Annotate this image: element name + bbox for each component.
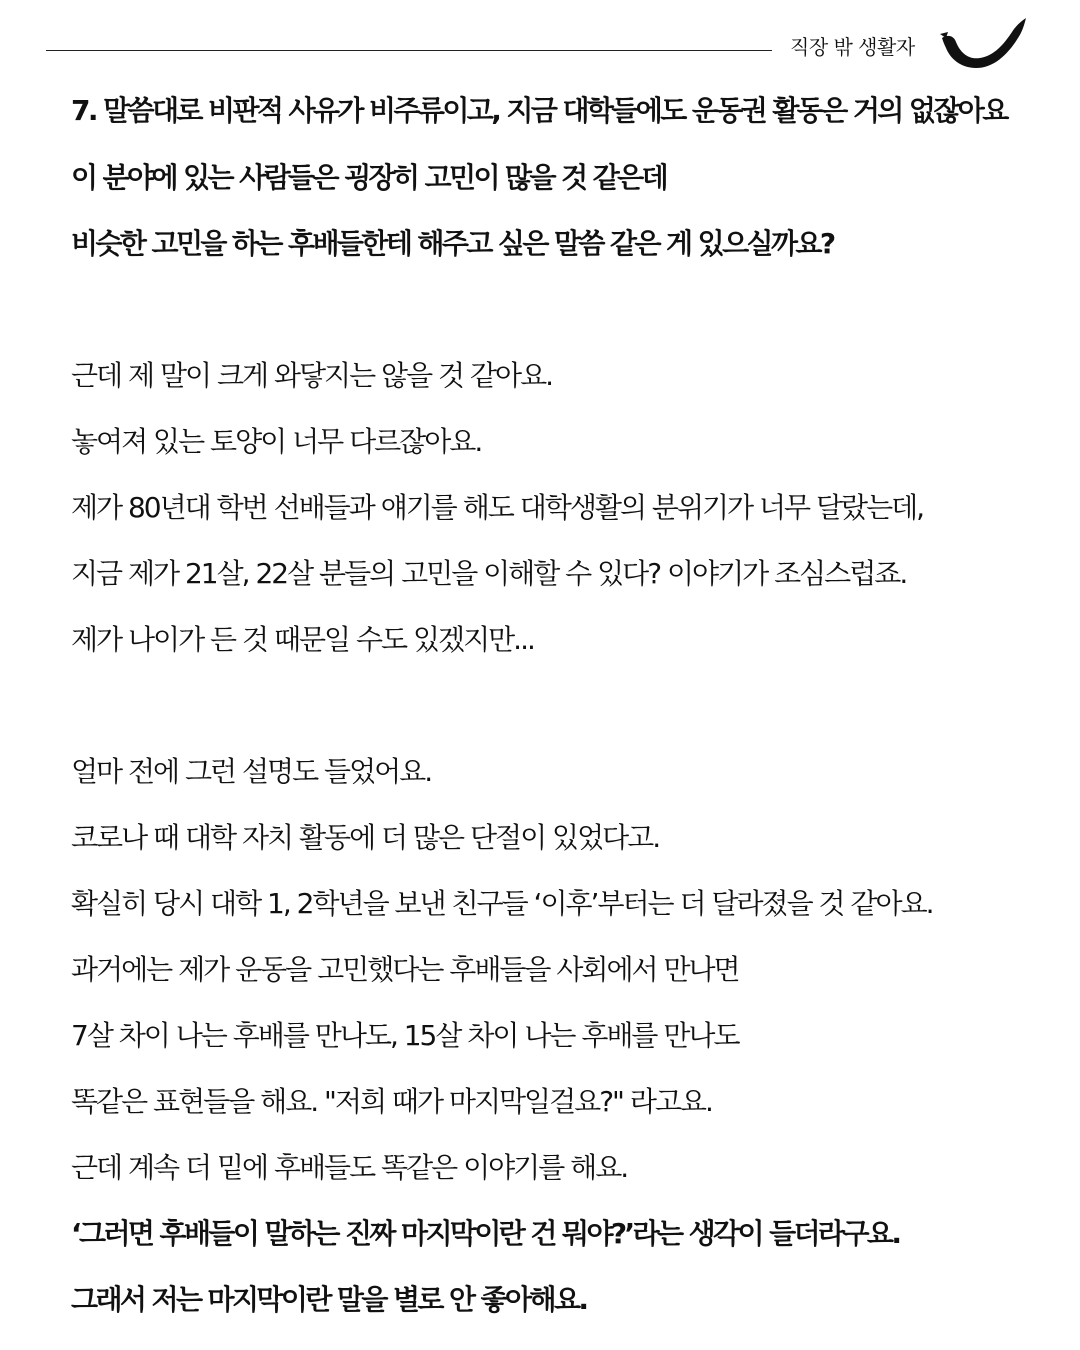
answer-line: 제가 80년대 학번 선배들과 얘기를 해도 대학생활의 분위기가 너무 달랐는데, xyxy=(71,491,924,524)
emphasis-line-2: 그래서 저는 마지막이란 말을 별로 안 좋아해요. xyxy=(71,1283,587,1316)
emphasis-line-1: ‘그러면 후배들이 말하는 진짜 마지막이란 건 뭐야?’라는 생각이 들더라구요. xyxy=(71,1217,900,1250)
answer-line: 과거에는 제가 운동을 고민했다는 후배들을 사회에서 만나면 xyxy=(71,953,739,986)
answer-line: 코로나 때 대학 자치 활동에 더 많은 단절이 있었다고. xyxy=(71,821,660,854)
answer-line: 확실히 당시 대학 1, 2학년을 보낸 친구들 ‘이후’부터는 더 달라졌을 것 같아요. xyxy=(71,887,933,920)
brand-name: 직장 밖 생활자 xyxy=(790,35,915,59)
bird-logo-icon xyxy=(938,14,1030,70)
answer-line: 근데 제 말이 크게 와닿지는 않을 것 같아요. xyxy=(71,359,553,392)
header-divider xyxy=(46,50,772,51)
question-line-2: 이 분야에 있는 사람들은 굉장히 고민이 많을 것 같은데 xyxy=(71,161,667,194)
question-line-1: 7. 말씀대로 비판적 사유가 비주류이고, 지금 대학들에도 운동권 활동은 거의 없잖아요 xyxy=(71,94,1007,127)
answer-line: 얼마 전에 그런 설명도 들었어요. xyxy=(71,755,432,788)
answer-line: 제가 나이가 든 것 때문일 수도 있겠지만... xyxy=(71,623,534,656)
answer-line: 똑같은 표현들을 해요. "저희 때가 마지막일걸요?" 라고요. xyxy=(71,1085,712,1118)
answer-line: 놓여져 있는 토양이 너무 다르잖아요. xyxy=(71,425,482,458)
question-line-3: 비슷한 고민을 하는 후배들한테 해주고 싶은 말씀 같은 게 있으실까요? xyxy=(71,227,834,260)
answer-line: 7살 차이 나는 후배를 만나도, 15살 차이 나는 후배를 만나도 xyxy=(71,1019,739,1052)
answer-line: 지금 제가 21살, 22살 분들의 고민을 이해할 수 있다? 이야기가 조심스럽죠. xyxy=(71,557,907,590)
answer-line: 근데 계속 더 밑에 후배들도 똑같은 이야기를 해요. xyxy=(71,1151,628,1184)
